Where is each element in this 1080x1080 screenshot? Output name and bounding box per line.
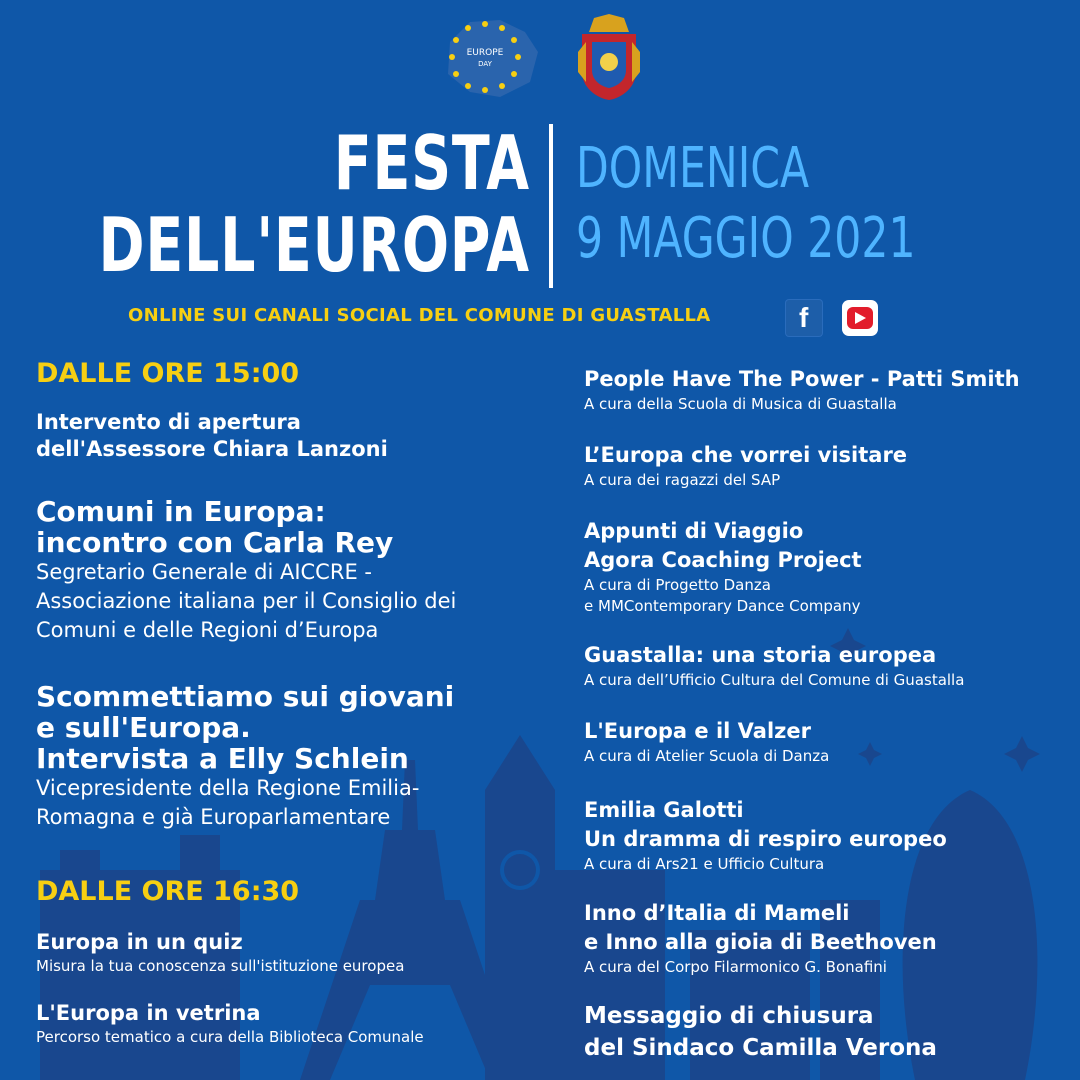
program-item-giovani [36, 681, 454, 832]
item-7-title-line-2: e Inno alla gioia di Beethoven [584, 930, 937, 954]
giovani-title-line-3: Intervista a Elly Schlein [36, 742, 409, 775]
item-6-desc: A cura di Ars21 e Ufficio Cultura [584, 855, 825, 873]
item-3-title-line-1: Appunti di Viaggio [584, 519, 804, 543]
item-7-desc: A cura del Corpo Filarmonico G. Bonafini [584, 958, 887, 976]
program-item-guastalla-storia [584, 641, 964, 691]
giovani-title-line-2: e sull'Europa. [36, 711, 251, 744]
item-6-title-line-1: Emilia Galotti [584, 798, 744, 822]
program-item-appunti-viaggio [584, 517, 862, 617]
item-3-desc-line-2: e MMContemporary Dance Company [584, 597, 861, 615]
program-item-chiusura [584, 1000, 937, 1064]
logo-text-line-1: EUROPE [466, 48, 504, 58]
item-8-title-line-1: Messaggio di chiusura [584, 1003, 874, 1029]
title-line-2: DELL'EUROPA [98, 201, 530, 289]
giovani-desc-line-1: Vicepresidente della Regione Emilia- [36, 776, 420, 800]
event-title [0, 119, 530, 289]
opening-line-1: Intervento di apertura [36, 410, 301, 434]
program-item-emilia-galotti [584, 796, 947, 875]
item-6-title-line-2: Un dramma di respiro europeo [584, 827, 947, 851]
program-item-people-have-the-power [584, 365, 1020, 415]
item-8-title-line-2: del Sindaco Camilla Verona [584, 1035, 937, 1061]
giovani-title-line-1: Scommettiamo sui giovani [36, 680, 455, 713]
item-3-desc-line-1: A cura di Progetto Danza [584, 576, 771, 594]
comuni-desc-line-2: Associazione italiana per il Consiglio dei [36, 589, 457, 613]
program-item-opening [36, 409, 388, 463]
date-line-2: 9 MAGGIO 2021 [576, 206, 916, 271]
time-slot-1500: DALLE ORE 15:00 [36, 358, 300, 389]
comuni-title-line-1: Comuni in Europa: [36, 495, 326, 528]
youtube-icon[interactable] [842, 300, 878, 336]
item-3-title-line-2: Agora Coaching Project [584, 548, 862, 572]
guastalla-crest-icon [574, 12, 644, 102]
program-item-quiz [36, 929, 404, 977]
item-2-title: L’Europa che vorrei visitare [584, 443, 908, 467]
item-2-desc: A cura dei ragazzi del SAP [584, 471, 781, 489]
item-1-desc: A cura della Scuola di Musica di Guastalla [584, 395, 897, 413]
program-item-europa-visitare [584, 441, 907, 491]
comuni-desc-line-3: Comuni e delle Regioni d’Europa [36, 618, 379, 642]
item-5-title: L'Europa e il Valzer [584, 719, 811, 743]
social-channels-text: ONLINE SUI CANALI SOCIAL DEL COMUNE DI GUASTALLA [128, 305, 711, 326]
vetrina-desc: Percorso tematico a cura della Biblioteca Comunale [36, 1028, 424, 1046]
title-line-1: FESTA [333, 119, 530, 207]
facebook-icon[interactable]: f [786, 300, 822, 336]
item-7-title-line-1: Inno d’Italia di Mameli [584, 901, 850, 925]
quiz-title: Europa in un quiz [36, 930, 243, 954]
program-item-comuni [36, 496, 456, 645]
item-1-title: People Have The Power - Patti Smith [584, 367, 1020, 391]
event-date [576, 134, 1023, 274]
opening-line-2: dell'Assessore Chiara Lanzoni [36, 437, 388, 461]
time-slot-1630: DALLE ORE 16:30 [36, 876, 300, 907]
title-divider [549, 124, 553, 288]
program-item-inni [584, 899, 937, 978]
program-item-europa-valzer [584, 717, 829, 767]
comuni-title-line-2: incontro con Carla Rey [36, 526, 394, 559]
date-line-1: DOMENICA [576, 136, 810, 201]
item-4-desc: A cura dell’Ufficio Cultura del Comune di Guastalla [584, 671, 965, 689]
vetrina-title: L'Europa in vetrina [36, 1001, 261, 1025]
comuni-desc-line-1: Segretario Generale di AICCRE - [36, 560, 372, 584]
item-5-desc: A cura di Atelier Scuola di Danza [584, 747, 830, 765]
program-item-vetrina [36, 1000, 424, 1048]
logo-text-line-2: DAY [478, 60, 492, 68]
europe-day-logo [430, 12, 540, 102]
quiz-desc: Misura la tua conoscenza sull'istituzione europea [36, 957, 405, 975]
giovani-desc-line-2: Romagna e già Europarlamentare [36, 805, 391, 829]
item-4-title: Guastalla: una storia europea [584, 643, 937, 667]
